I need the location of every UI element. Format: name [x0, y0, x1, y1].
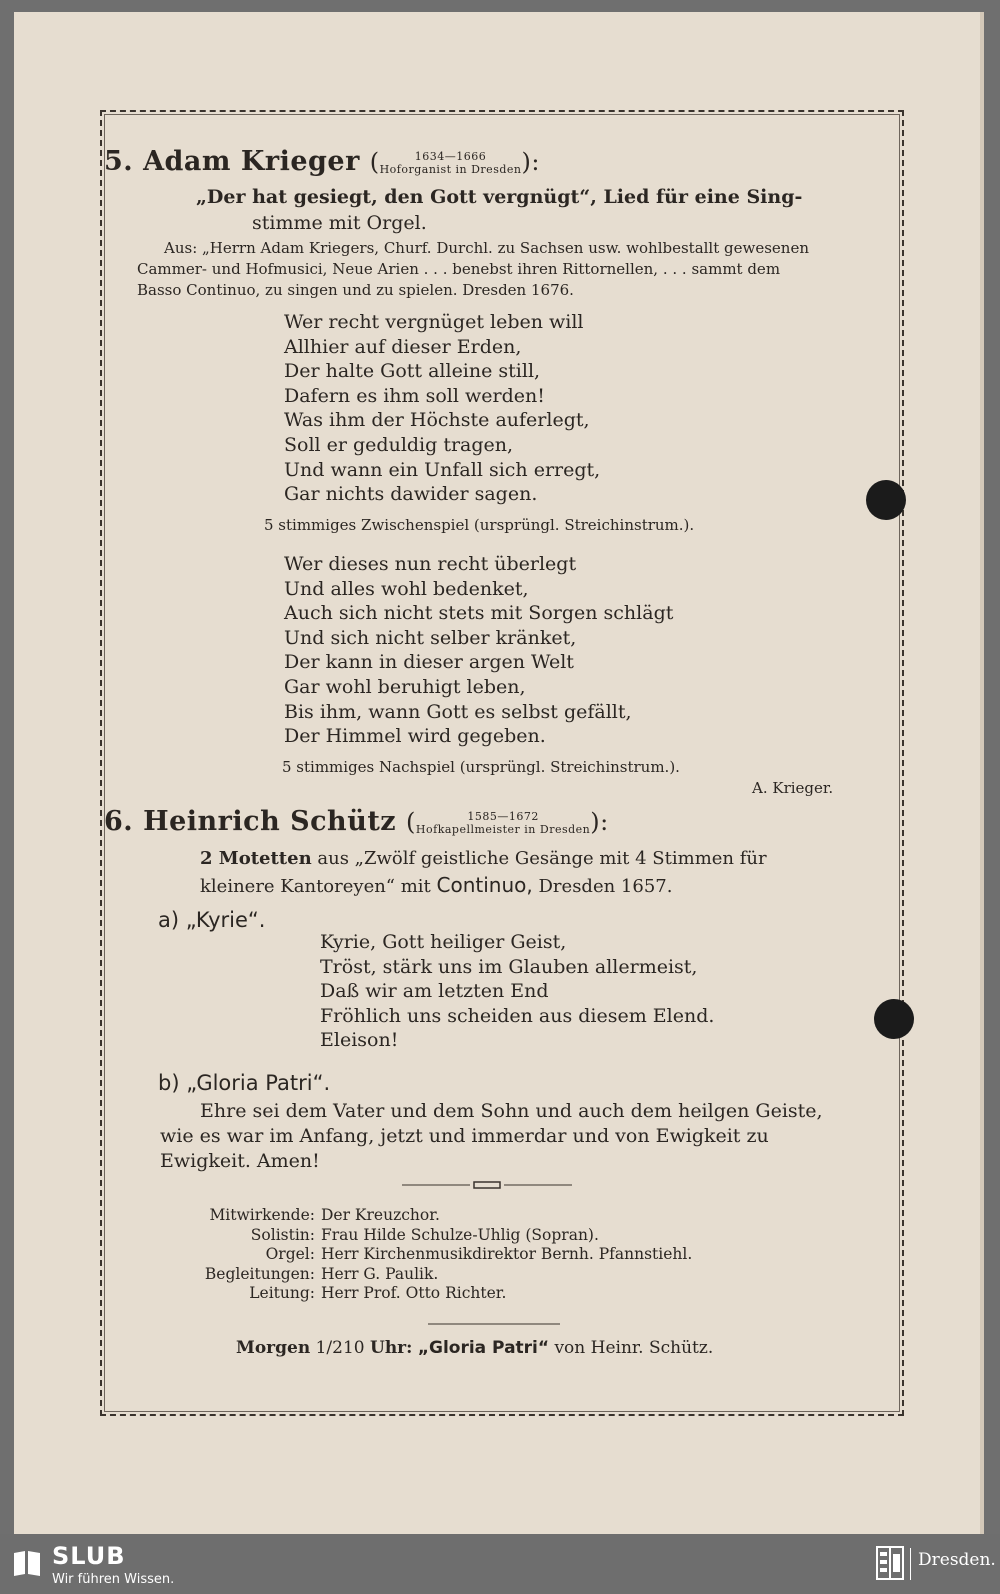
- kyrie-line: Tröst, stärk uns im Glauben allermeist,: [320, 955, 698, 978]
- verse-1-line: Der halte Gott alleine still,: [284, 360, 541, 383]
- kyrie-line: Eleison!: [320, 1029, 399, 1052]
- kyrie-line: Kyrie, Gott heiliger Geist,: [320, 931, 567, 953]
- credit-role: Leitung:: [249, 1284, 315, 1302]
- credit-role: Mitwirkende:: [209, 1206, 315, 1224]
- section-6-intro-line-1: [200, 848, 767, 869]
- section-5-signature: A. Krieger.: [752, 779, 834, 797]
- credit-role: Orgel:: [265, 1245, 315, 1263]
- verse-1-line: Soll er geduldig tragen,: [284, 433, 514, 456]
- section-6-number: 6.: [104, 806, 134, 837]
- verse-1-line: Was ihm der Höchste auferlegt,: [284, 409, 590, 432]
- credit-name: Der Kreuzchor.: [321, 1206, 440, 1224]
- section-6-intro-rest: aus „Zwölf geistliche Gesänge mit 4 Stimmen für: [317, 848, 767, 869]
- section-divider: [402, 1180, 572, 1190]
- announcement-work: „Gloria Patri“: [417, 1338, 550, 1358]
- section-5-postlude: 5 stimmiges Nachspiel (ursprüngl. Streichinstrum.).: [282, 758, 680, 776]
- verse-2-line: Gar wohl beruhigt leben,: [284, 675, 526, 698]
- section-6-role: Hofkapellmeister in Dresden: [415, 822, 591, 836]
- punch-hole-upper: [866, 480, 906, 520]
- verse-1-line: Wer recht vergnüget leben will: [284, 311, 584, 333]
- gloria-text-line-1: Ehre sei dem Vater und dem Sohn und auch dem heilgen Geiste,: [200, 1100, 823, 1122]
- footer-bar: [0, 1534, 1000, 1594]
- section-5-composer: Adam Krieger: [143, 146, 360, 177]
- credits-list: [178, 1206, 692, 1304]
- verse-1-line: Allhier auf dieser Erden,: [284, 335, 522, 358]
- footer-separator: [910, 1548, 911, 1580]
- coat-of-arms-icon: [876, 1546, 904, 1580]
- verse-1-line: Gar nichts dawider sagen.: [284, 483, 538, 506]
- announcement-uhr: Uhr:: [370, 1338, 413, 1358]
- section-5-years: 1634—1666: [414, 149, 487, 163]
- announcement-day: Morgen: [236, 1338, 311, 1358]
- section-6-years: 1585—1672: [467, 809, 539, 823]
- section-5-source-line-3: Basso Continuo, zu singen und zu spielen. Dresden 1676.: [137, 281, 574, 299]
- verse-2-line: Und sich nicht selber kränket,: [284, 626, 577, 649]
- verse-1-line: Und wann ein Unfall sich erregt,: [284, 458, 601, 481]
- slub-tagline: Wir führen Wissen.: [52, 1572, 175, 1587]
- kyrie-text: [320, 930, 714, 1053]
- section-5-dates: [380, 150, 522, 176]
- section-6-intro-c: Dresden 1657.: [538, 876, 673, 897]
- section-5-number: 5.: [104, 146, 134, 177]
- punch-hole-lower: [874, 999, 914, 1039]
- gloria-text-line-3: Ewigkeit. Amen!: [160, 1150, 320, 1172]
- section-5-interlude: 5 stimmiges Zwischenspiel (ursprüngl. Streichinstrum.).: [264, 516, 695, 534]
- credit-row: [178, 1206, 692, 1226]
- section-5-verse-2: [284, 552, 673, 749]
- kyrie-label: a) „Kyrie“.: [158, 908, 266, 932]
- motets-count: 2 Motetten: [200, 848, 312, 869]
- announcement-composer: von Heinr. Schütz.: [554, 1338, 714, 1358]
- section-6-heading: 6. Heinrich Schütz ( 1585—1672 Hofkapellmeister in Dresden ):: [104, 806, 609, 837]
- verse-2-line: Der Himmel wird gegeben.: [284, 725, 546, 748]
- gloria-label: b) „Gloria Patri“.: [158, 1071, 331, 1095]
- kyrie-line: Fröhlich uns scheiden aus diesem Elend.: [320, 1004, 715, 1027]
- section-5-title-line-1: „Der hat gesiegt, den Gott vergnügt“, Lied für eine Sing-: [196, 186, 803, 208]
- announcement: [236, 1338, 713, 1358]
- verse-2-line: Und alles wohl bedenket,: [284, 577, 529, 600]
- verse-2-line: Bis ihm, wann Gott es selbst gefällt,: [284, 700, 632, 723]
- credit-row: [178, 1265, 692, 1285]
- section-6-intro-line-2: [200, 873, 672, 897]
- section-6-composer: Heinrich Schütz: [143, 806, 397, 837]
- kyrie-line: Daß wir am letzten End: [320, 980, 549, 1003]
- verse-2-line: Wer dieses nun recht überlegt: [284, 553, 577, 575]
- section-6-dates: [416, 810, 590, 836]
- credit-role: Solistin:: [250, 1225, 315, 1244]
- credit-name: Frau Hilde Schulze-Uhlig (Sopran).: [321, 1225, 599, 1244]
- credit-name: Herr G. Paulik.: [321, 1264, 439, 1283]
- credit-row: [178, 1226, 692, 1246]
- section-5-source-line-1: Aus: „Herrn Adam Kriegers, Churf. Durchl. zu Sachsen usw. wohlbestallt gewesenen: [164, 239, 809, 257]
- continuo-word: Continuo,: [436, 873, 533, 897]
- section-5-heading: 5. Adam Krieger ( 1634—1666 Hoforganist in Dresden ):: [104, 146, 540, 177]
- section-5-role: Hoforganist in Dresden: [379, 162, 522, 176]
- announcement-rule: [428, 1322, 560, 1326]
- dresden-logo-text: Dresden.: [918, 1550, 996, 1570]
- credit-row: [178, 1284, 692, 1304]
- credit-row: [178, 1245, 692, 1265]
- slub-logo-text: SLUB: [52, 1542, 126, 1570]
- section-5-source-line-2: Cammer- und Hofmusici, Neue Arien . . . benebst ihren Rittornellen, . . . sammt dem: [137, 260, 781, 278]
- book-icon: [12, 1548, 42, 1578]
- announcement-time: 1/210: [315, 1338, 365, 1358]
- credit-name: Herr Kirchenmusikdirektor Bernh. Pfannstiehl.: [321, 1245, 693, 1263]
- verse-2-line: Der kann in dieser argen Welt: [284, 651, 574, 674]
- credit-role: Begleitungen:: [204, 1264, 315, 1283]
- verse-1-line: Dafern es ihm soll werden!: [284, 384, 545, 407]
- credit-name: Herr Prof. Otto Richter.: [321, 1284, 507, 1302]
- section-5-title-line-2: stimme mit Orgel.: [252, 212, 427, 234]
- section-6-intro-a: kleinere Kantoreyen“ mit: [200, 876, 431, 897]
- gloria-text-line-2: wie es war im Anfang, jetzt und immerdar und von Ewigkeit zu: [160, 1125, 769, 1147]
- verse-2-line: Auch sich nicht stets mit Sorgen schlägt: [284, 602, 674, 625]
- section-5-verse-1: [284, 310, 600, 507]
